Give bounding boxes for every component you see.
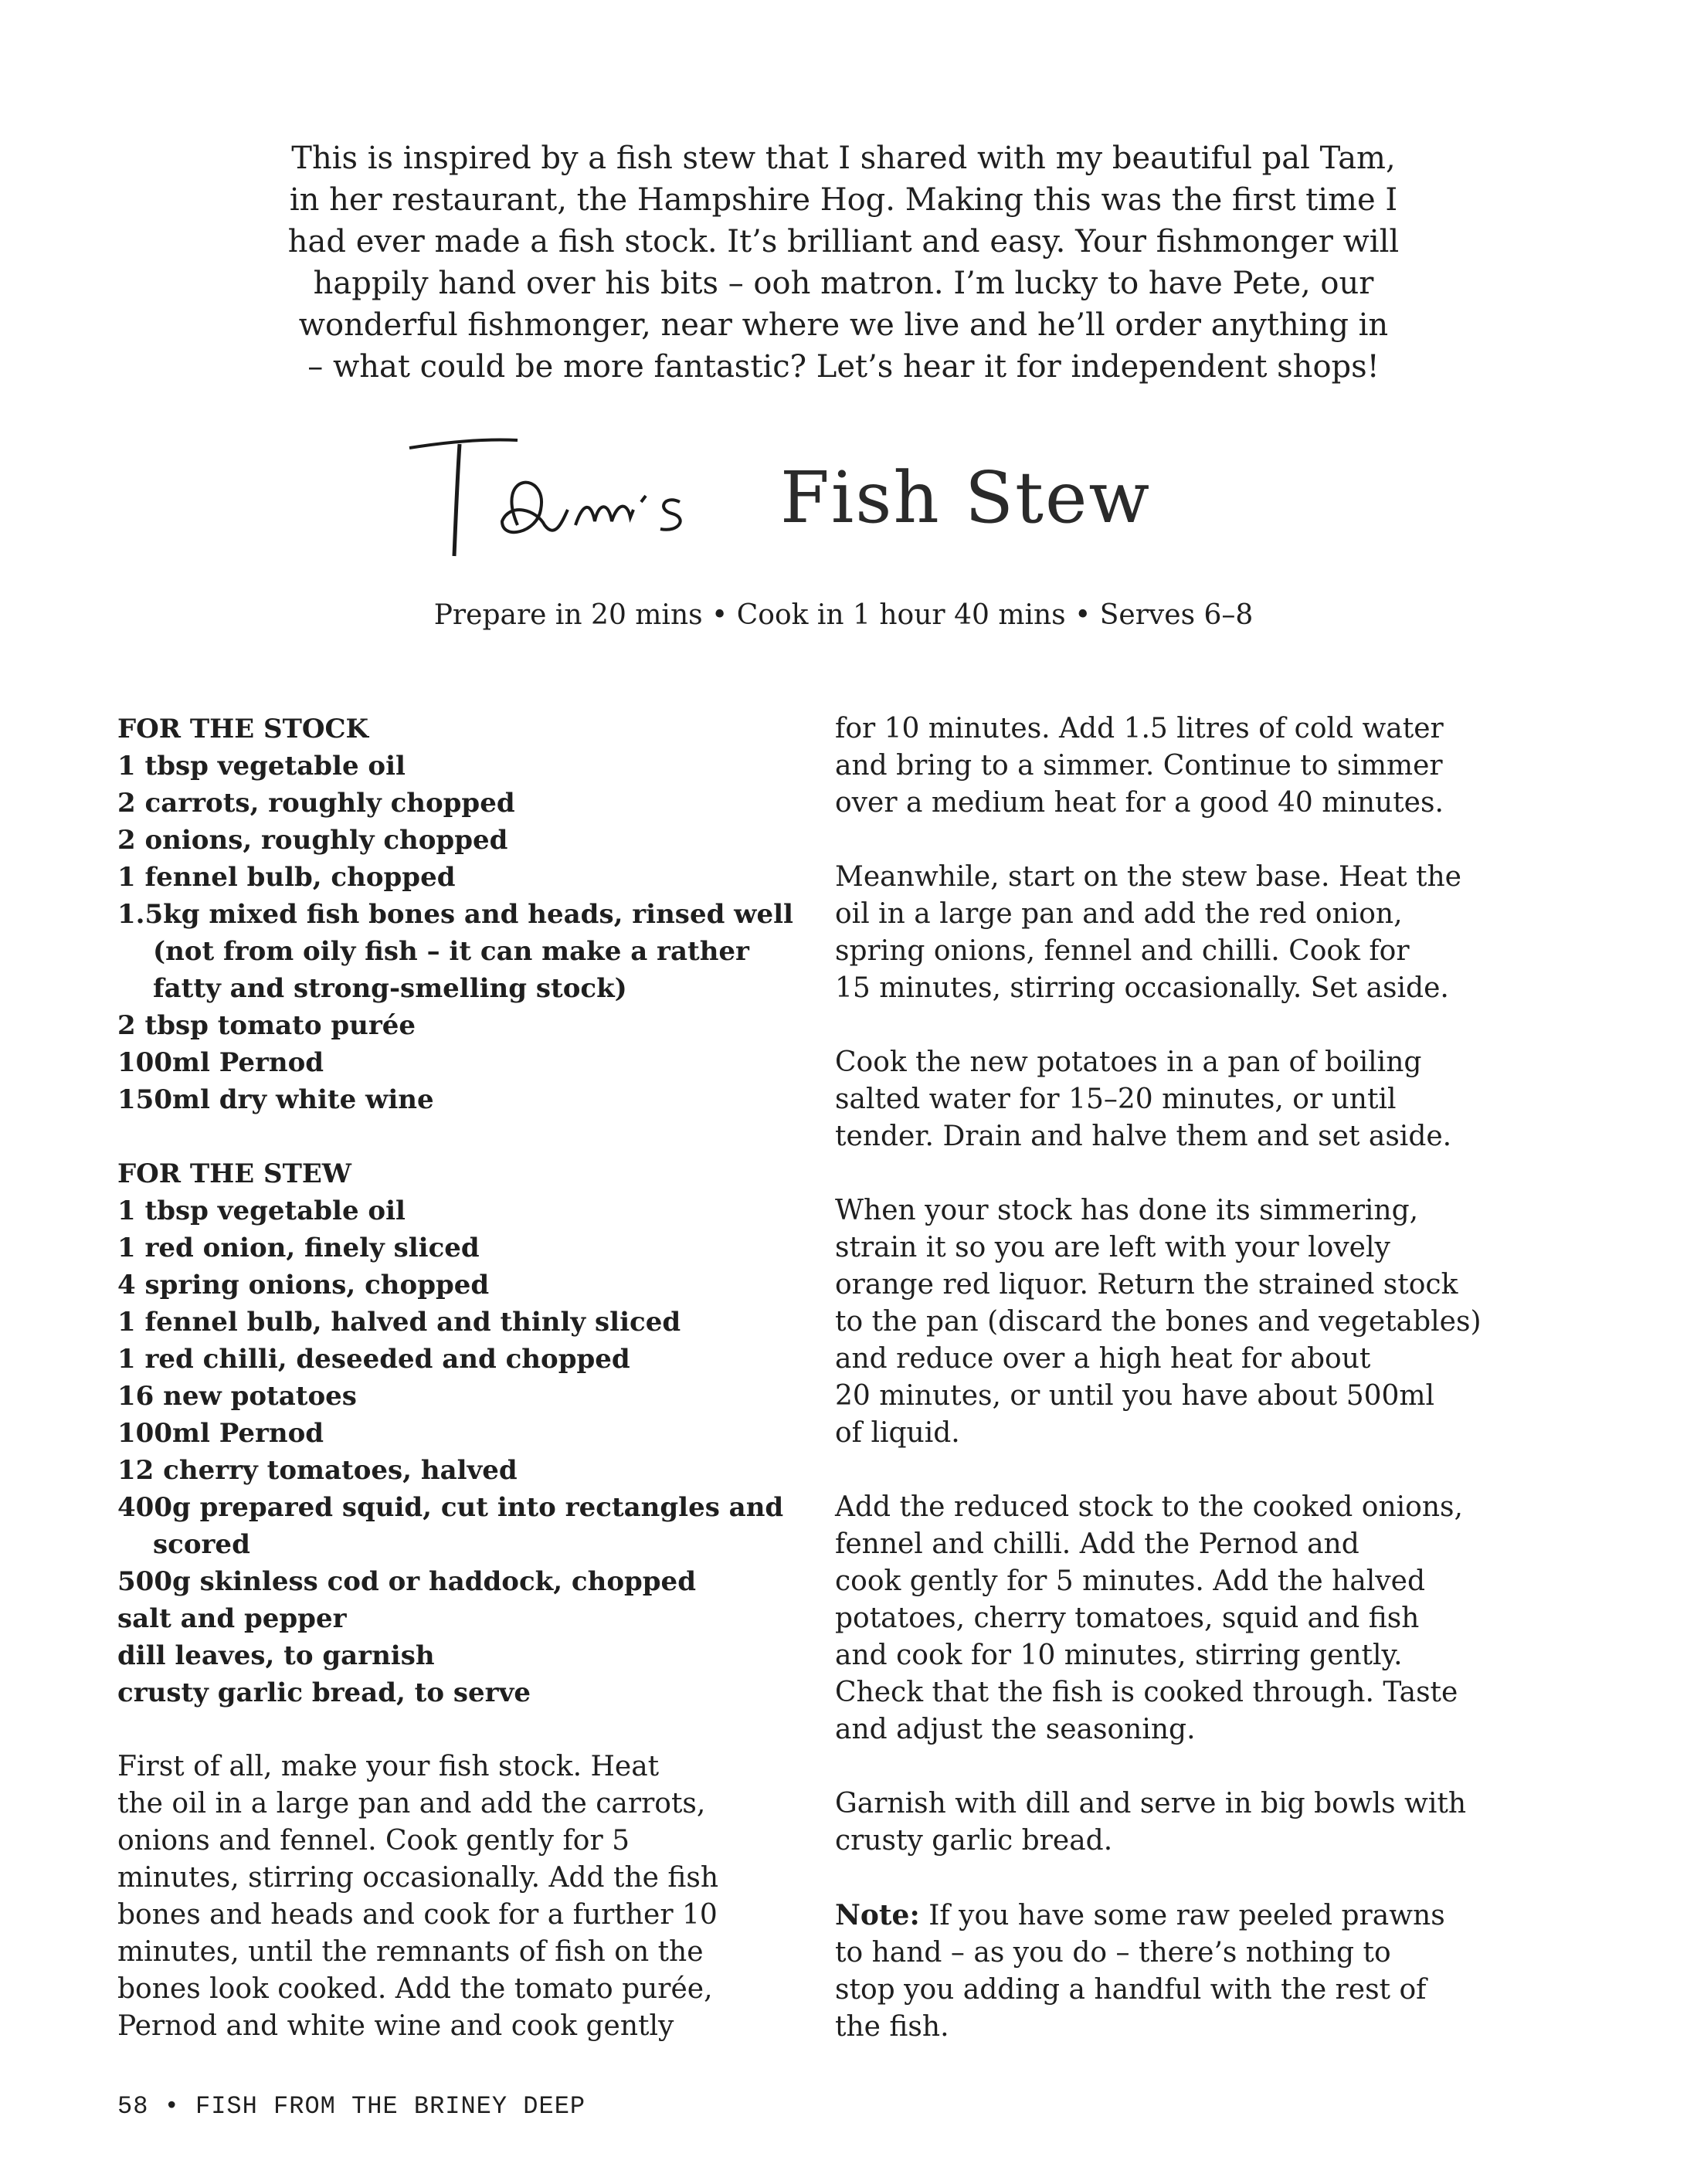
method-line: minutes, until the remnants of fish on the bbox=[117, 1936, 704, 1968]
method-line: Pernod and white wine and cook gently bbox=[117, 2010, 674, 2042]
left-column bbox=[117, 710, 813, 2045]
ingredient-item: 1 tbsp vegetable oil bbox=[117, 751, 406, 782]
stew-heading: FOR THE STEW bbox=[117, 1158, 351, 1189]
intro-line: happily hand over his bits – ooh matron. I’m lucky to have Pete, our bbox=[313, 266, 1374, 301]
note-line: If you have some raw peeled prawns bbox=[919, 1900, 1445, 1931]
ingredient-item: crusty garlic bread, to serve bbox=[117, 1677, 531, 1708]
ingredient-item: 1 red onion, finely sliced bbox=[117, 1233, 480, 1263]
method-line: potatoes, cherry tomatoes, squid and fish bbox=[835, 1602, 1420, 1634]
method-line: salted water for 15–20 minutes, or until bbox=[835, 1084, 1397, 1115]
method-paragraph bbox=[835, 1786, 1530, 1860]
stock-heading: FOR THE STOCK bbox=[117, 714, 369, 744]
method-paragraph bbox=[835, 710, 1530, 822]
ingredient-item: 1 tbsp vegetable oil bbox=[117, 1195, 406, 1226]
note-first-line bbox=[835, 1897, 1530, 1935]
ingredient-item: 1 fennel bulb, halved and thinly sliced bbox=[117, 1307, 681, 1338]
intro-line: in her restaurant, the Hampshire Hog. Making this was the first time I bbox=[289, 182, 1398, 218]
note-line: stop you adding a handful with the rest of bbox=[835, 1974, 1427, 2006]
method-line: Check that the fish is cooked through. Taste bbox=[835, 1677, 1458, 1708]
ingredient-item: 2 onions, roughly chopped bbox=[117, 825, 508, 856]
method-line: onions and fennel. Cook gently for 5 bbox=[117, 1825, 630, 1857]
note-line: to hand – as you do – there’s nothing to bbox=[835, 1937, 1391, 1969]
ingredient-item: salt and pepper bbox=[117, 1603, 347, 1634]
method-line: minutes, stirring occasionally. Add the fish bbox=[117, 1862, 719, 1894]
method-paragraph bbox=[835, 1489, 1530, 1748]
note-line: the fish. bbox=[835, 2011, 949, 2043]
method-paragraph bbox=[835, 859, 1530, 1007]
method-paragraph bbox=[117, 1748, 813, 2045]
ingredient-item: 100ml Pernod bbox=[117, 1047, 324, 1078]
method-line: orange red liquor. Return the strained stock bbox=[835, 1269, 1458, 1301]
method-line: and reduce over a high heat for about bbox=[835, 1343, 1371, 1375]
method-line: First of all, make your fish stock. Heat bbox=[117, 1751, 660, 1782]
method-line: to the pan (discard the bones and vegetables) bbox=[835, 1306, 1482, 1338]
recipe-title bbox=[0, 409, 1687, 564]
intro-paragraph bbox=[139, 137, 1548, 388]
method-line: fennel and chilli. Add the Pernod and bbox=[835, 1528, 1359, 1560]
method-line: 20 minutes, or until you have about 500ml bbox=[835, 1380, 1435, 1412]
method-line: bones look cooked. Add the tomato purée, bbox=[117, 1973, 713, 2005]
ingredient-item: 500g skinless cod or haddock, chopped bbox=[117, 1566, 696, 1597]
intro-line: had ever made a fish stock. It’s brilliant and easy. Your fishmonger will bbox=[287, 224, 1400, 259]
ingredient-item: 12 cherry tomatoes, halved bbox=[117, 1455, 518, 1486]
ingredient-item: dill leaves, to garnish bbox=[117, 1640, 435, 1671]
intro-line: wonderful fishmonger, near where we live and he’ll order anything in bbox=[298, 307, 1389, 343]
ingredient-item: 16 new potatoes bbox=[117, 1381, 357, 1412]
recipe-meta: Prepare in 20 mins • Cook in 1 hour 40 mins • Serves 6–8 bbox=[433, 599, 1254, 631]
method-line: strain it so you are left with your lovely bbox=[835, 1232, 1390, 1263]
method-line: for 10 minutes. Add 1.5 litres of cold water bbox=[835, 713, 1444, 744]
ingredient-item: 100ml Pernod bbox=[117, 1418, 324, 1449]
note-label: Note: bbox=[835, 1899, 920, 1931]
ingredient-item: 1 fennel bulb, chopped bbox=[117, 862, 456, 893]
ingredient-item: 2 tbsp tomato purée bbox=[117, 1010, 416, 1041]
method-paragraph bbox=[835, 1192, 1530, 1452]
method-line: cook gently for 5 minutes. Add the halved bbox=[835, 1565, 1425, 1597]
handwritten-signature-art bbox=[402, 425, 772, 579]
ingredient-item: 1.5kg mixed fish bones and heads, rinsed well (not from oily fish – it can make a rather fatty and strong-smelling stock) bbox=[117, 899, 793, 1004]
method-line: spring onions, fennel and chilli. Cook for bbox=[835, 935, 1410, 967]
right-column bbox=[835, 710, 1530, 2083]
method-line: Add the reduced stock to the cooked onions, bbox=[835, 1491, 1463, 1523]
method-paragraph bbox=[835, 1044, 1530, 1155]
ingredient-item: 1 red chilli, deseeded and chopped bbox=[117, 1344, 630, 1375]
method-line: over a medium heat for a good 40 minutes. bbox=[835, 787, 1444, 819]
note-paragraph bbox=[835, 1897, 1530, 2046]
intro-line: This is inspired by a fish stew that I shared with my beautiful pal Tam, bbox=[291, 141, 1396, 176]
ingredient-item: 150ml dry white wine bbox=[117, 1084, 434, 1115]
method-line: and adjust the seasoning. bbox=[835, 1714, 1196, 1745]
method-line: When your stock has done its simmering, bbox=[835, 1195, 1419, 1226]
page-footer: 58 • FISH FROM THE BRINEY DEEP bbox=[117, 2092, 586, 2121]
method-line: bones and heads and cook for a further 10 bbox=[117, 1899, 718, 1931]
method-line: and bring to a simmer. Continue to simmer bbox=[835, 750, 1443, 782]
title-name: Fish Stew bbox=[780, 456, 1152, 539]
method-line: Meanwhile, start on the stew base. Heat the bbox=[835, 861, 1461, 893]
ingredient-item: 2 carrots, roughly chopped bbox=[117, 788, 515, 819]
method-line: crusty garlic bread. bbox=[835, 1825, 1113, 1857]
method-line: the oil in a large pan and add the carrots, bbox=[117, 1788, 706, 1819]
method-line: 15 minutes, stirring occasionally. Set aside. bbox=[835, 972, 1449, 1004]
method-line: Garnish with dill and serve in big bowls with bbox=[835, 1788, 1467, 1819]
intro-line: – what could be more fantastic? Let’s hear it for independent shops! bbox=[307, 349, 1380, 385]
method-line: oil in a large pan and add the red onion, bbox=[835, 898, 1403, 930]
method-line: of liquid. bbox=[835, 1417, 960, 1449]
method-line: Cook the new potatoes in a pan of boiling bbox=[835, 1046, 1422, 1078]
method-line: and cook for 10 minutes, stirring gently. bbox=[835, 1640, 1403, 1671]
ingredient-item: 4 spring onions, chopped bbox=[117, 1270, 490, 1301]
ingredient-item: 400g prepared squid, cut into rectangles and scored bbox=[117, 1492, 784, 1560]
method-line: tender. Drain and halve them and set aside. bbox=[835, 1121, 1452, 1152]
